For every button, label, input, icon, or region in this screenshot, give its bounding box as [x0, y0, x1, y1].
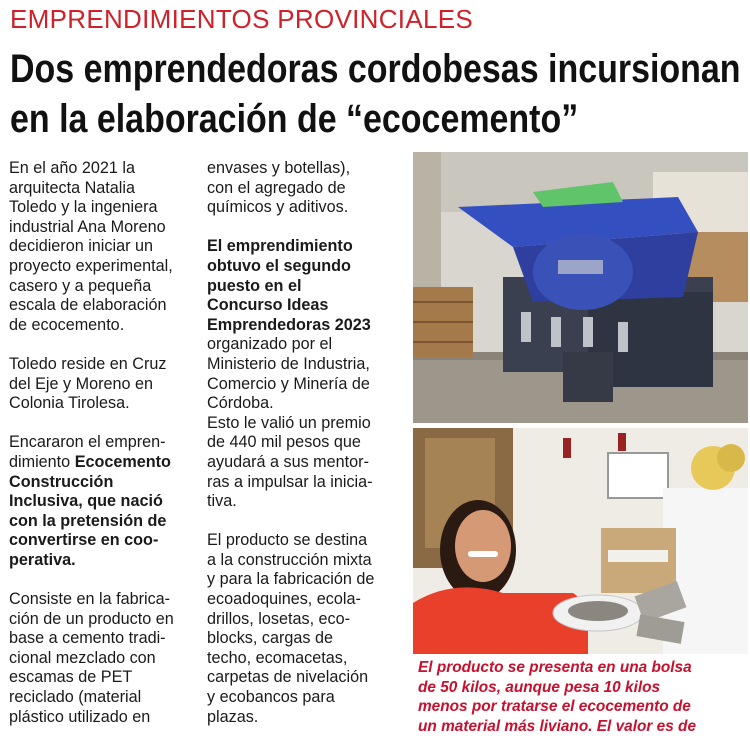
section-label: EMPRENDIMIENTOS PROVINCIALES: [10, 4, 474, 34]
paragraph: envases y botellas), con el agregado de químicos y aditivos.: [207, 159, 351, 217]
woman-with-product-photo: [413, 428, 748, 654]
photo-caption: El producto se presenta en una bolsa de 50 kilos, aunque pesa 10 kilos menos por tratarse el ecocemento de un material más liviano. El valor es de: [418, 659, 697, 735]
paragraph: Consiste en la fabrica- ción de un producto en base a cemento tradi- cional mezclado con escamas de PET reciclado (material plástico utilizado en: [9, 590, 174, 726]
paragraph-bold-text: El emprendimiento obtuvo el segundo puesto en el Concurso Ideas Emprendedoras 2023: [207, 237, 371, 334]
article-column-1: [9, 159, 201, 727]
paragraph: Esto le valió un premio de 440 mil pesos que ayudará a sus mentor- ras a impulsar la inicia- tiva.: [207, 413, 373, 511]
paragraph: [207, 237, 407, 413]
paragraph-text: Encararon el empren- dimiento: [9, 433, 166, 471]
paragraph: [9, 433, 201, 570]
shredder-machine-photo: [413, 152, 748, 423]
paragraph: En el año 2021 la arquitecta Natalia Toledo y la ingeniera industrial Ana Moreno decidieron iniciar un proyecto experimental, casero y a pequeña escala de elaboración de ecocemento.: [9, 159, 173, 334]
headline: [10, 44, 741, 144]
paragraph-text: organizado por el Ministerio de Industria, Comercio y Minería de Córdoba.: [207, 335, 370, 413]
paragraph: Toledo reside en Cruz del Eje y Moreno en Colonia Tirolesa.: [9, 354, 167, 413]
headline-line-2: en la elaboración de “ecocemento”: [10, 97, 579, 141]
article-column-2: [207, 159, 407, 727]
paragraph: El producto se destina a la construcción mixta y para la fabricación de ecoadoquines, ecola- drillos, losetas, eco- blocks, cargas de techo, ecomacetas, carpetas de nivelación y ecobancos para plazas.: [207, 531, 375, 726]
headline-line-1: Dos emprendedoras cordobesas incursionan: [10, 47, 741, 91]
paragraph-bold-text: Ecocemento Construcción Inclusiva, que nació con la pretensión de convertirse en coo- perativa.: [9, 452, 171, 569]
